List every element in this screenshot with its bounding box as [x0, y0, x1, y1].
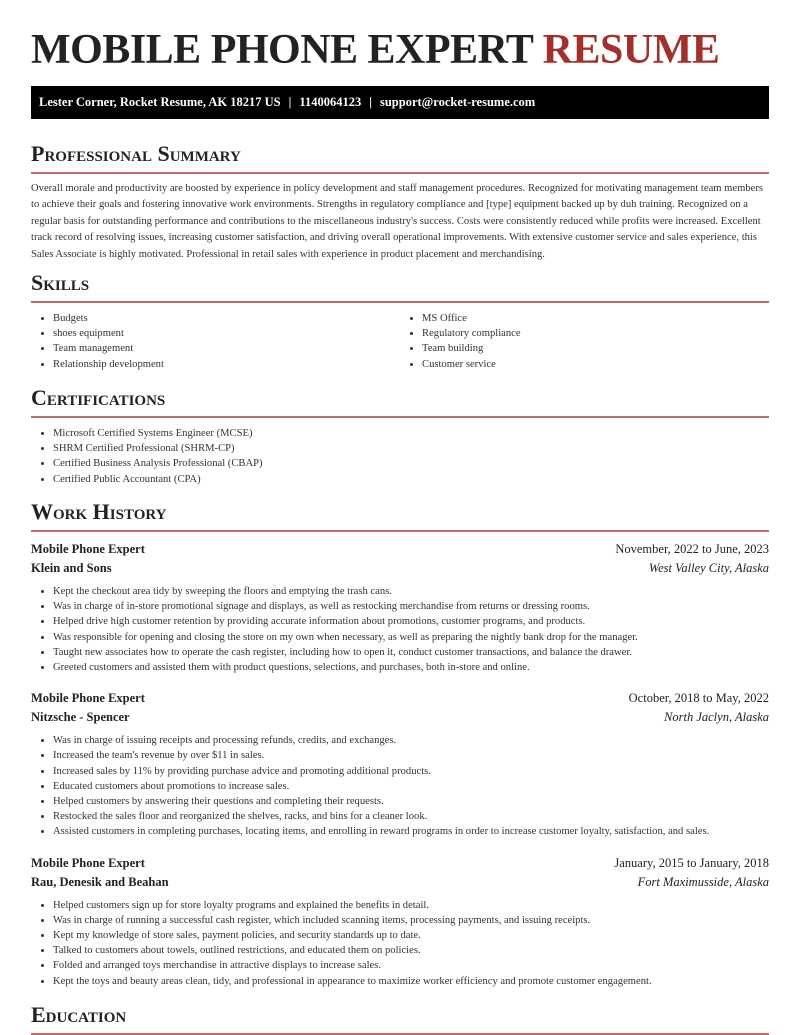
job-bullet: • Kept the toys and beauty areas clean, tidy, and professional in appearance to maximize worker efficiency and promote customer engagement. [53, 974, 769, 989]
job-bullet: • Assisted customers in completing purchases, locating items, and enrolling in reward programs in order to increase customer loyalty, satisfaction, and sales. [53, 824, 769, 839]
job-bullet: • Was in charge of in-store promotional signage and displays, as well as restocking merchandise from returns or dressing rooms. [53, 599, 769, 614]
contact-address: Lester Corner, Rocket Resume, AK 18217 US [39, 95, 281, 109]
skill-item: • Customer service [422, 357, 769, 372]
skill-item: • Team management [53, 341, 400, 356]
divider [31, 416, 769, 418]
job-dates: November, 2022 to June, 2023 [615, 542, 769, 556]
job-entry [31, 689, 769, 839]
separator: | [369, 95, 372, 109]
job-bullet: • Increased the team's revenue by over $11 in sales. [53, 748, 769, 763]
section-heading: Certifications [31, 385, 166, 410]
job-company: Rau, Denesik and Beahan [31, 874, 169, 889]
job-title: Mobile Phone Expert [31, 691, 145, 706]
job-dates: January, 2015 to January, 2018 [614, 855, 769, 870]
job-title: Mobile Phone Expert [31, 542, 145, 556]
job-bullet: • Greeted customers and assisted them with product questions, selections, and purchases, both in-store and online. [53, 660, 769, 675]
job-bullet: • Helped customers by answering their questions and completing their requests. [53, 794, 769, 809]
divider [31, 530, 769, 532]
job-bullet: • Helped customers sign up for store loyalty programs and explained the benefits in detail. [53, 898, 769, 913]
contact-bar [31, 86, 769, 119]
job-location: North Jaclyn, Alaska [664, 710, 769, 725]
job-dates: October, 2018 to May, 2022 [628, 691, 769, 706]
divider [31, 172, 769, 174]
job-bullet: • Was in charge of issuing receipts and processing refunds, credits, and exchanges. [53, 733, 769, 748]
work-history-section [31, 499, 769, 989]
skill-item: • Team building [422, 341, 769, 356]
section-heading: Work History [31, 499, 167, 524]
title-main: MOBILE PHONE EXPERT [31, 27, 533, 73]
section-heading: Skills [31, 270, 90, 295]
contact-phone: 1140064123 [299, 95, 362, 109]
skills-left [31, 311, 400, 372]
job-entry [31, 854, 769, 989]
job-location: Fort Maximusside, Alaska [637, 874, 769, 889]
job-bullet: • Educated customers about promotions to increase sales. [53, 779, 769, 794]
job-bullet: • Helped drive high customer retention by providing accurate information about promotions, customer programs, and products. [53, 614, 769, 629]
contact-email[interactable]: support@rocket-resume.com [379, 95, 536, 109]
job-entry [31, 540, 769, 675]
summary-section [31, 141, 769, 263]
job-location: West Valley City, Alaska [648, 561, 769, 575]
separator: | [288, 95, 292, 109]
section-heading: Education [31, 1002, 127, 1027]
certification-item: • Certified Business Analysis Professional (CBAP) [53, 456, 769, 471]
job-bullet: • Kept my knowledge of store sales, payment policies, and security standards up to date. [53, 928, 769, 943]
certification-item: • Microsoft Certified Systems Engineer (MCSE) [53, 426, 769, 441]
job-bullet: • Folded and arranged toys merchandise in attractive displays to increase sales. [53, 958, 769, 973]
job-bullet: • Was responsible for opening and closing the store on my own when necessary, as well as preparing the nightly bank drop for the manager. [53, 630, 769, 645]
job-bullet: • Restocked the sales floor and reorganized the shelves, racks, and bins for a cleaner look. [53, 809, 769, 824]
job-bullet: • Increased sales by 11% by providing purchase advice and promoting additional products. [53, 764, 769, 779]
job-bullet: • Taught new associates how to operate the cash register, including how to open it, conduct customer transactions, and balance the drawer. [53, 645, 769, 660]
certifications-section [31, 385, 769, 487]
title-accent: RESUME [542, 27, 720, 73]
summary-text: Overall morale and productivity are boosted by experience in policy development and staff management procedures. Recognized for motivating management team members to achieve their goals and fostering innovative work environments. Strengths in regulatory compliance and [type] equipment backed up by duh training. Recognized on a regular basis for outstanding performance and contributions to the miscellaneous industry's success. Costs were consistently reduced while profits were increased. Excellent track record of resolving issues, increasing customer satisfaction, and driving overall operational improvements. With extensive customer service and sales experience, this Sales Associate is highly motivated. Professional in retail sales with experience in product placement and merchandising. [31, 183, 763, 260]
skill-item: • Relationship development [53, 357, 400, 372]
skills-right [400, 311, 769, 372]
resume-title [31, 26, 719, 74]
job-company: Nitzsche - Spencer [31, 710, 130, 725]
job-title: Mobile Phone Expert [31, 855, 145, 870]
education-section [31, 1002, 769, 1035]
skill-item: • shoes equipment [53, 326, 400, 341]
job-bullet: • Kept the checkout area tidy by sweeping the floors and emptying the trash cans. [53, 584, 769, 599]
section-heading: Professional Summary [31, 141, 241, 166]
divider [31, 301, 769, 303]
certification-item: • Certified Public Accountant (CPA) [53, 472, 769, 487]
job-bullet: • Was in charge of running a successful cash register, which included scanning items, processing payments, and issuing receipts. [53, 913, 769, 928]
skill-item: • MS Office [422, 311, 769, 326]
skill-item: • Budgets [53, 311, 400, 326]
skill-item: • Regulatory compliance [422, 326, 769, 341]
skills-section [31, 270, 769, 372]
certification-item: • SHRM Certified Professional (SHRM-CP) [53, 441, 769, 456]
job-company: Klein and Sons [31, 561, 112, 575]
job-bullet: • Talked to customers about towels, outlined restrictions, and educated them on policies. [53, 943, 769, 958]
